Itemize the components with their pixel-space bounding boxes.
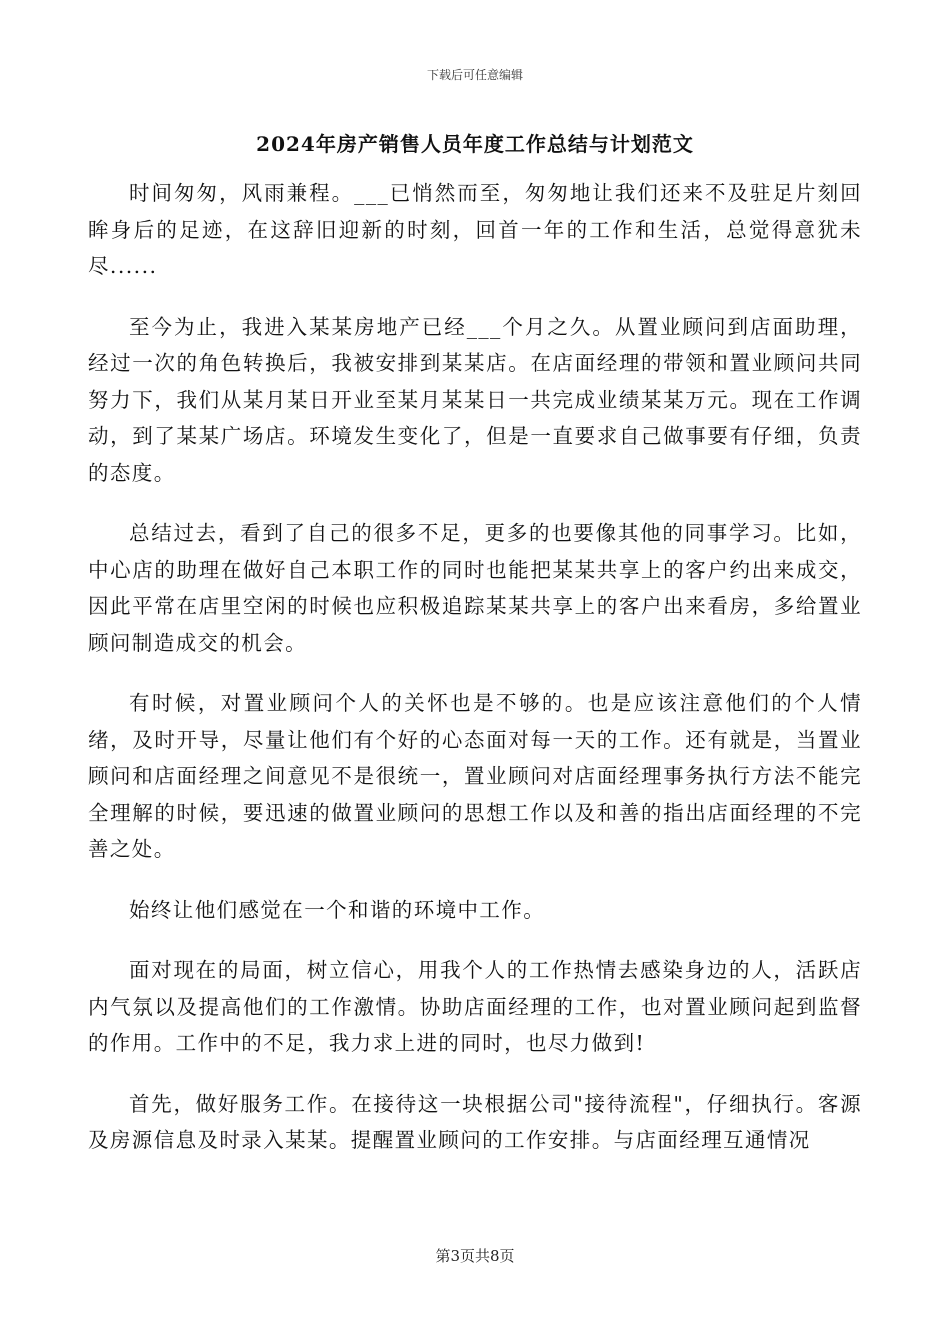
paragraph: 时间匆匆，风雨兼程。___已悄然而至，匆匆地让我们还来不及驻足片刻回眸身后的足迹，在这辞旧迎新的时刻，回首一年的工作和生活，总觉得意犹未尽...... — [88, 181, 862, 278]
paragraph: 至今为止，我进入某某房地产已经___个月之久。从置业顾问到店面助理，经过一次的角色转换后，我被安排到某某店。在店面经理的带领和置业顾问共同努力下，我们从某月某日开业至某月某某日一共完成业绩某某万元。现在工作调动，到了某某广场店。环境发生变化了，但是一直要求自己做事要有仔细，负责的态度。 — [88, 314, 862, 485]
document-title: 2024年房产销售人员年度工作总结与计划范文 — [256, 132, 694, 156]
paragraph: 面对现在的局面，树立信心，用我个人的工作热情去感染身边的人，活跃店内气氛以及提高他们的工作激情。协助店面经理的工作，也对置业顾问起到监督的作用。工作中的不足，我力求上进的同时，也尽力做到! — [88, 958, 862, 1055]
page-number: 第3页共8页 — [435, 1247, 515, 1265]
paragraph: 有时候，对置业顾问个人的关怀也是不够的。也是应该注意他们的个人情绪，及时开导，尽量让他们有个好的心态面对每一天的工作。还有就是，当置业顾问和店面经理之间意见不是很统一，置业顾问对店面经理事务执行方法不能完全理解的时候，要迅速的做置业顾问的思想工作以及和善的指出店面经理的不完善之处。 — [88, 691, 862, 861]
header-note: 下载后可任意编辑 — [426, 68, 523, 82]
paragraph: 总结过去，看到了自己的很多不足，更多的也要像其他的同事学习。比如，中心店的助理在做好自己本职工作的同时也能把某某共享上的客户约出来成交，因此平常在店里空闲的时候也应积极追踪某某共享上的客户出来看房，多给置业顾问制造成交的机会。 — [88, 521, 862, 655]
paragraph: 始终让他们感觉在一个和谐的环境中工作。 — [129, 897, 546, 922]
document-body — [88, 175, 862, 1183]
paragraph: 首先，做好服务工作。在接待这一块根据公司"接待流程"，仔细执行。客源及房源信息及时录入某某。提醒置业顾问的工作安排。与店面经理互通情况 — [88, 1091, 862, 1152]
